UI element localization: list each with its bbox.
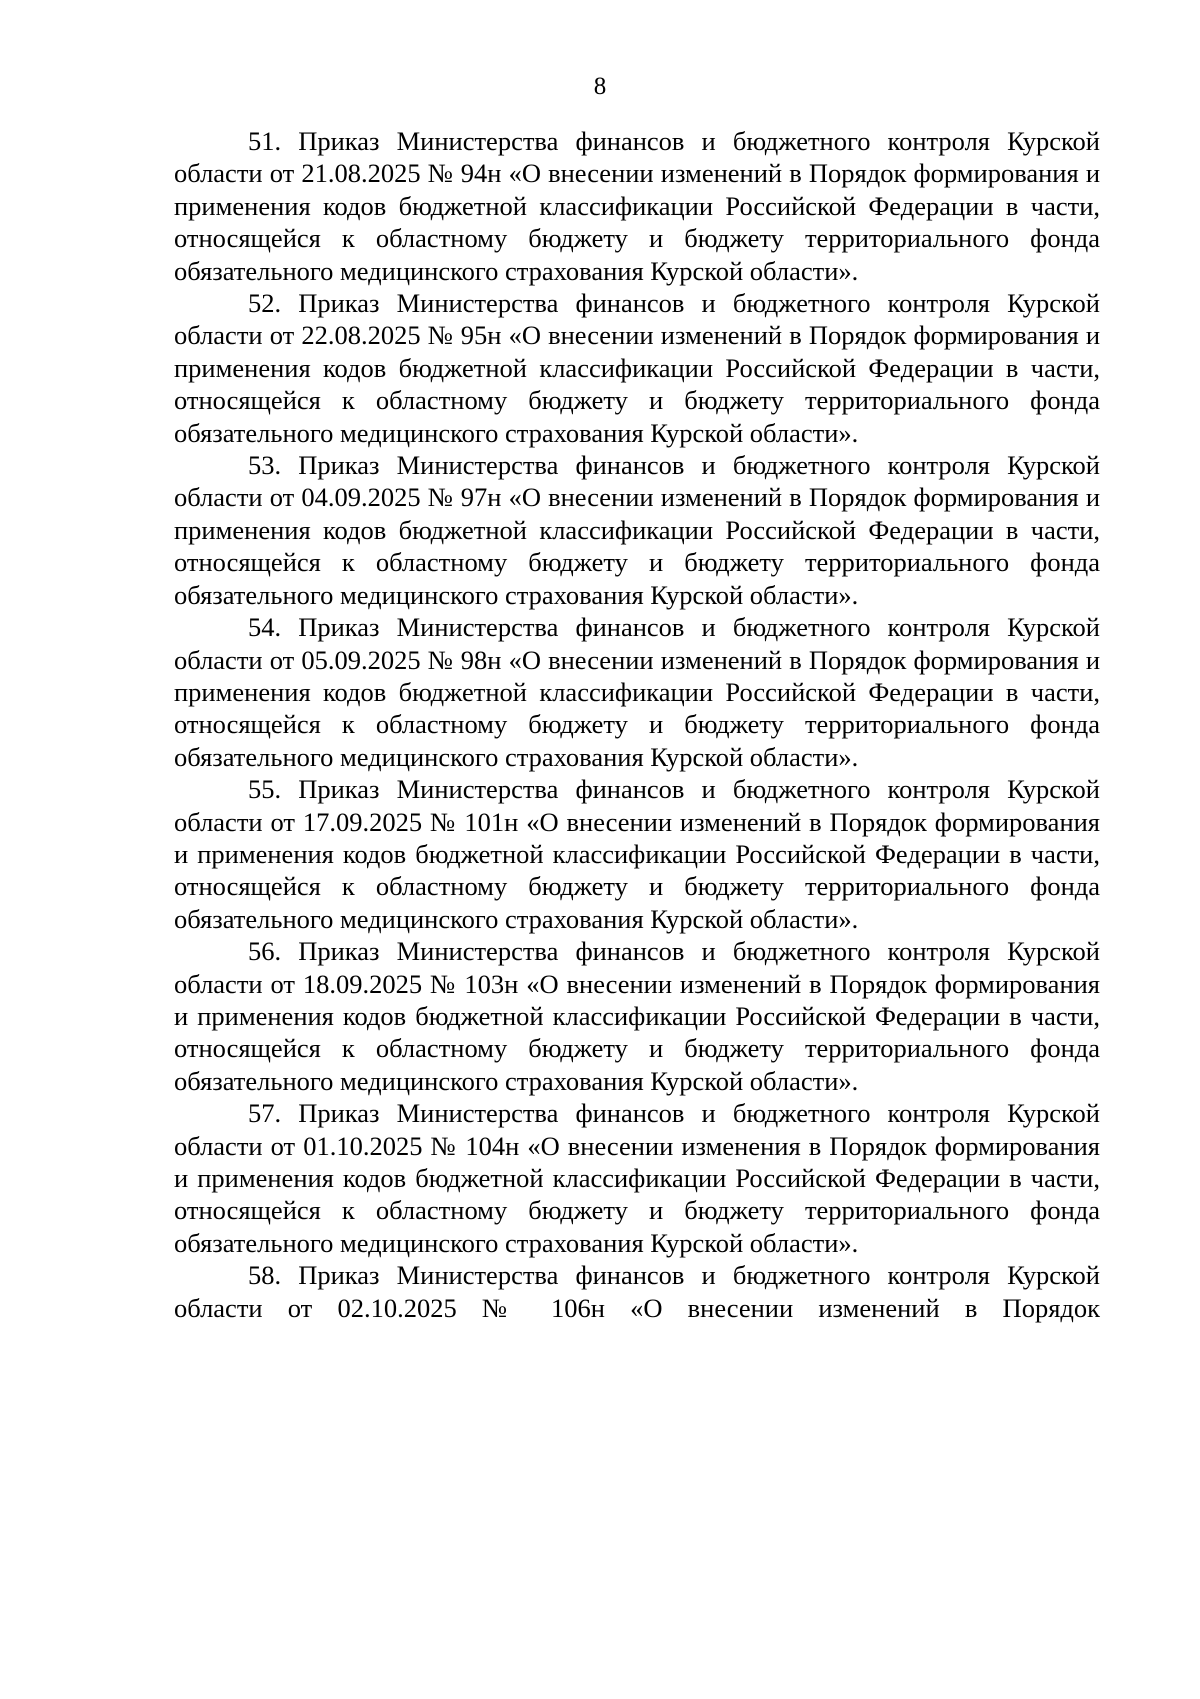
list-item-52: 52. Приказ Министерства финансов и бюджетного контроля Курской области от 22.08.2025 № 95н «О внесении изменений в Порядок формирования и применения кодов бюджетной классификации Российской Федерации в части, относящейся к областному бюджету и бюджету территориального фонда обязательного медицинского страхования Курской области». xyxy=(174,288,1100,448)
list-item-57: 57. Приказ Министерства финансов и бюджетного контроля Курской области от 01.10.2025 № 104н «О внесении изменения в Порядок формирования и применения кодов бюджетной классификации Российской Федерации в части, относящейся к областному бюджету и бюджету территориального фонда обязательного медицинского страхования Курской области». xyxy=(174,1098,1100,1258)
list-item-53: 53. Приказ Министерства финансов и бюджетного контроля Курской области от 04.09.2025 № 97н «О внесении изменений в Порядок формирования и применения кодов бюджетной классификации Российской Федерации в части, относящейся к областному бюджету и бюджету территориального фонда обязательного медицинского страхования Курской области». xyxy=(174,450,1100,610)
list-item-55: 55. Приказ Министерства финансов и бюджетного контроля Курской области от 17.09.2025 № 101н «О внесении изменений в Порядок формирования и применения кодов бюджетной классификации Российской Федерации в части, относящейся к областному бюджету и бюджету территориального фонда обязательного медицинского страхования Курской области». xyxy=(174,774,1100,934)
list-item-51: 51. Приказ Министерства финансов и бюджетного контроля Курской области от 21.08.2025 № 94н «О внесении изменений в Порядок формирования и применения кодов бюджетной классификации Российской Федерации в части, относящейся к областному бюджету и бюджету территориального фонда обязательного медицинского страхования Курской области». xyxy=(174,126,1100,286)
document-body xyxy=(174,125,1100,1324)
list-item-58: 58. Приказ Министерства финансов и бюджетного контроля Курской области от 02.10.2025 № 106н «О внесении изменений в Порядок xyxy=(174,1260,1100,1323)
page-number: 8 xyxy=(593,73,607,100)
list-item-56: 56. Приказ Министерства финансов и бюджетного контроля Курской области от 18.09.2025 № 103н «О внесении изменений в Порядок формирования и применения кодов бюджетной классификации Российской Федерации в части, относящейся к областному бюджету и бюджету территориального фонда обязательного медицинского страхования Курской области». xyxy=(174,936,1100,1096)
list-item-54: 54. Приказ Министерства финансов и бюджетного контроля Курской области от 05.09.2025 № 98н «О внесении изменений в Порядок формирования и применения кодов бюджетной классификации Российской Федерации в части, относящейся к областному бюджету и бюджету территориального фонда обязательного медицинского страхования Курской области». xyxy=(174,612,1100,772)
